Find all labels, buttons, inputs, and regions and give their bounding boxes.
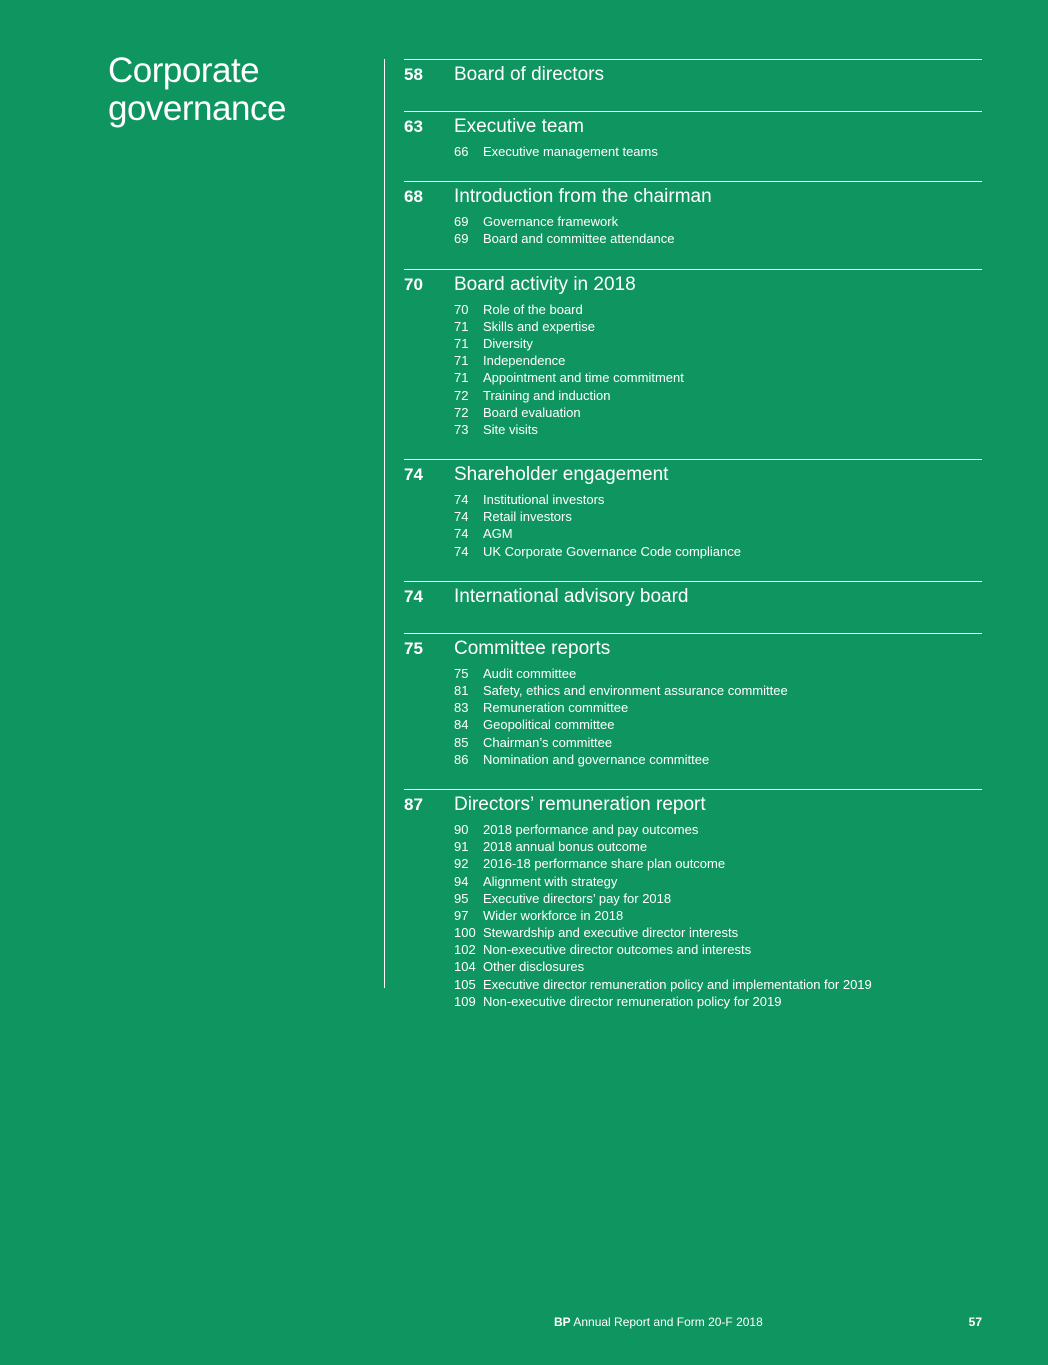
subitem-page-number: 81 <box>454 683 469 698</box>
subitem-page-number: 85 <box>454 734 469 750</box>
toc-subitems <box>404 213 982 247</box>
toc-section-heading[interactable] <box>404 64 982 90</box>
toc-subitem[interactable] <box>454 404 982 421</box>
subitem-label: Chairman’s committee <box>483 734 613 750</box>
subitem-page-number: 105 <box>454 976 476 992</box>
subitem-label: 2018 performance and pay outcomes <box>483 821 699 837</box>
subitem-page-number: 69 <box>454 231 469 247</box>
toc-subitems <box>404 821 982 1010</box>
toc-section-heading[interactable] <box>404 638 982 664</box>
subitem-page-number: 74 <box>454 543 469 559</box>
toc-subitems <box>404 491 982 560</box>
footer-brand: BP <box>554 1315 571 1329</box>
subitem-label: 2018 annual bonus outcome <box>483 839 648 855</box>
toc-subitem[interactable] <box>454 301 982 318</box>
toc-subitem[interactable] <box>454 387 982 404</box>
subitem-label: Board and committee attendance <box>483 231 675 247</box>
section-title: Board activity in 2018 <box>454 273 636 295</box>
subitem-label: Independence <box>483 353 566 369</box>
toc-section-heading[interactable] <box>404 186 982 212</box>
subitem-page-number: 74 <box>454 492 469 508</box>
subitem-page-number: 73 <box>454 421 469 437</box>
toc-subitem[interactable] <box>454 699 982 716</box>
toc-subitem[interactable] <box>454 907 982 924</box>
toc-subitem[interactable] <box>454 838 982 855</box>
toc-subitem[interactable] <box>454 993 982 1010</box>
toc-subitem[interactable] <box>454 508 982 525</box>
subitem-page-number: 71 <box>454 335 469 351</box>
subitem-label: Training and induction <box>483 387 611 403</box>
toc-subitem[interactable] <box>454 213 982 230</box>
toc-section <box>404 581 982 612</box>
toc-section <box>404 269 982 439</box>
subitem-page-number: 86 <box>454 751 469 767</box>
section-page-number: 87 <box>404 794 423 814</box>
section-page-number: 74 <box>404 586 423 606</box>
page-title-line-2: governance <box>108 89 286 128</box>
toc-section-heading[interactable] <box>404 586 982 612</box>
subitem-page-number: 72 <box>454 404 469 420</box>
subitem-page-number: 66 <box>454 144 469 159</box>
subitem-label: Retail investors <box>483 509 572 525</box>
section-page-number: 74 <box>404 465 423 485</box>
toc-subitem[interactable] <box>454 335 982 352</box>
subitem-label: Wider workforce in 2018 <box>483 907 624 923</box>
subitem-label: Institutional investors <box>483 492 605 508</box>
toc-subitem[interactable] <box>454 682 982 699</box>
subitem-page-number: 75 <box>454 665 469 681</box>
section-title: Shareholder engagement <box>454 464 669 486</box>
subitem-label: Appointment and time commitment <box>483 370 684 386</box>
subitem-page-number: 69 <box>454 214 469 230</box>
toc-subitem[interactable] <box>454 873 982 890</box>
subitem-page-number: 95 <box>454 890 469 906</box>
subitem-page-number: 83 <box>454 700 469 716</box>
section-title: Executive team <box>454 116 584 137</box>
toc-subitem[interactable] <box>454 924 982 941</box>
toc-subitem[interactable] <box>454 421 982 438</box>
subitem-label: Diversity <box>483 335 533 351</box>
subitem-label: Site visits <box>483 421 538 437</box>
subitem-label: UK Corporate Governance Code compliance <box>483 543 741 559</box>
toc-subitems <box>404 143 982 160</box>
subitem-label: Executive directors’ pay for 2018 <box>483 890 672 906</box>
toc-subitems <box>404 301 982 439</box>
toc-subitem[interactable] <box>454 855 982 872</box>
page-title-line-1: Corporate <box>108 51 260 90</box>
subitem-page-number: 74 <box>454 526 469 542</box>
subitem-label: Nomination and governance committee <box>483 751 710 767</box>
section-title: International advisory board <box>454 585 689 607</box>
toc-subitem[interactable] <box>454 143 982 160</box>
subitem-label: Geopolitical committee <box>483 717 615 733</box>
footer-page-number: 57 <box>968 1315 982 1329</box>
subitem-label: Other disclosures <box>483 959 585 975</box>
toc-section-heading[interactable] <box>404 794 982 820</box>
subitem-label: Safety, ethics and environment assurance committee <box>483 683 788 698</box>
toc-subitem[interactable] <box>454 369 982 386</box>
subitem-page-number: 70 <box>454 301 469 317</box>
subitem-page-number: 84 <box>454 717 469 733</box>
toc-subitem[interactable] <box>454 665 982 682</box>
subitem-label: Remuneration committee <box>483 700 629 716</box>
toc-section <box>404 59 982 90</box>
toc-subitem[interactable] <box>454 491 982 508</box>
toc-subitem[interactable] <box>454 525 982 542</box>
subitem-page-number: 74 <box>454 509 469 525</box>
toc-subitem[interactable] <box>454 976 982 993</box>
subitem-page-number: 100 <box>454 925 476 941</box>
subitem-label: AGM <box>483 526 513 542</box>
subitem-label: Skills and expertise <box>483 318 595 334</box>
subitem-label: Non-executive director outcomes and interests <box>483 942 752 958</box>
toc-section <box>404 633 982 768</box>
section-title: Committee reports <box>454 637 611 659</box>
section-title: Directors’ remuneration report <box>454 793 706 815</box>
subitem-page-number: 92 <box>454 856 469 872</box>
page-footer <box>0 1315 1048 1331</box>
toc-section <box>404 789 982 1010</box>
section-title: Introduction from the chairman <box>454 186 712 208</box>
subitem-page-number: 94 <box>454 873 469 889</box>
subitem-page-number: 102 <box>454 942 476 958</box>
toc-subitem[interactable] <box>454 821 982 838</box>
subitem-label: Stewardship and executive director interests <box>483 925 739 941</box>
footer-report-title: Annual Report and Form 20-F 2018 <box>570 1315 763 1329</box>
toc-section-heading[interactable] <box>404 464 982 490</box>
subitem-label: Audit committee <box>483 665 577 681</box>
toc-section <box>404 181 982 247</box>
toc-subitem[interactable] <box>454 734 982 751</box>
subitem-label: Role of the board <box>483 301 583 317</box>
toc-subitem[interactable] <box>454 958 982 975</box>
subitem-page-number: 91 <box>454 839 469 855</box>
subitem-label: Board evaluation <box>483 404 581 420</box>
subitem-label: Non-executive director remuneration policy for 2019 <box>483 993 782 1009</box>
toc-subitem[interactable] <box>454 543 982 560</box>
subitem-label: 2016-18 performance share plan outcome <box>483 856 726 872</box>
toc-section-heading[interactable] <box>404 116 982 142</box>
toc-subitems <box>404 665 982 768</box>
vertical-divider <box>384 59 385 988</box>
toc-section <box>404 111 982 160</box>
table-of-contents <box>404 59 982 1031</box>
subitem-page-number: 71 <box>454 370 469 386</box>
section-page-number: 58 <box>404 65 423 84</box>
subitem-page-number: 71 <box>454 353 469 369</box>
footer-text <box>554 1315 763 1329</box>
toc-subitem[interactable] <box>454 230 982 247</box>
toc-subitem[interactable] <box>454 751 982 768</box>
subitem-label: Executive management teams <box>483 144 658 159</box>
toc-subitem[interactable] <box>454 318 982 335</box>
section-page-number: 63 <box>404 117 423 136</box>
section-page-number: 75 <box>404 638 423 658</box>
toc-subitem[interactable] <box>454 716 982 733</box>
toc-subitem[interactable] <box>454 941 982 958</box>
toc-subitem[interactable] <box>454 890 982 907</box>
subitem-label: Alignment with strategy <box>483 873 618 889</box>
subitem-page-number: 109 <box>454 993 476 1009</box>
subitem-page-number: 90 <box>454 821 469 837</box>
section-page-number: 70 <box>404 274 423 294</box>
subitem-label: Governance framework <box>483 214 619 230</box>
subitem-page-number: 97 <box>454 907 469 923</box>
subitem-page-number: 72 <box>454 387 469 403</box>
subitem-page-number: 71 <box>454 318 469 334</box>
subitem-page-number: 104 <box>454 959 476 975</box>
toc-section <box>404 459 982 560</box>
page-title <box>108 52 286 128</box>
section-page-number: 68 <box>404 187 423 207</box>
section-title: Board of directors <box>454 64 604 85</box>
toc-subitem[interactable] <box>454 352 982 369</box>
toc-section-heading[interactable] <box>404 274 982 300</box>
subitem-label: Executive director remuneration policy and implementation for 2019 <box>483 976 872 992</box>
